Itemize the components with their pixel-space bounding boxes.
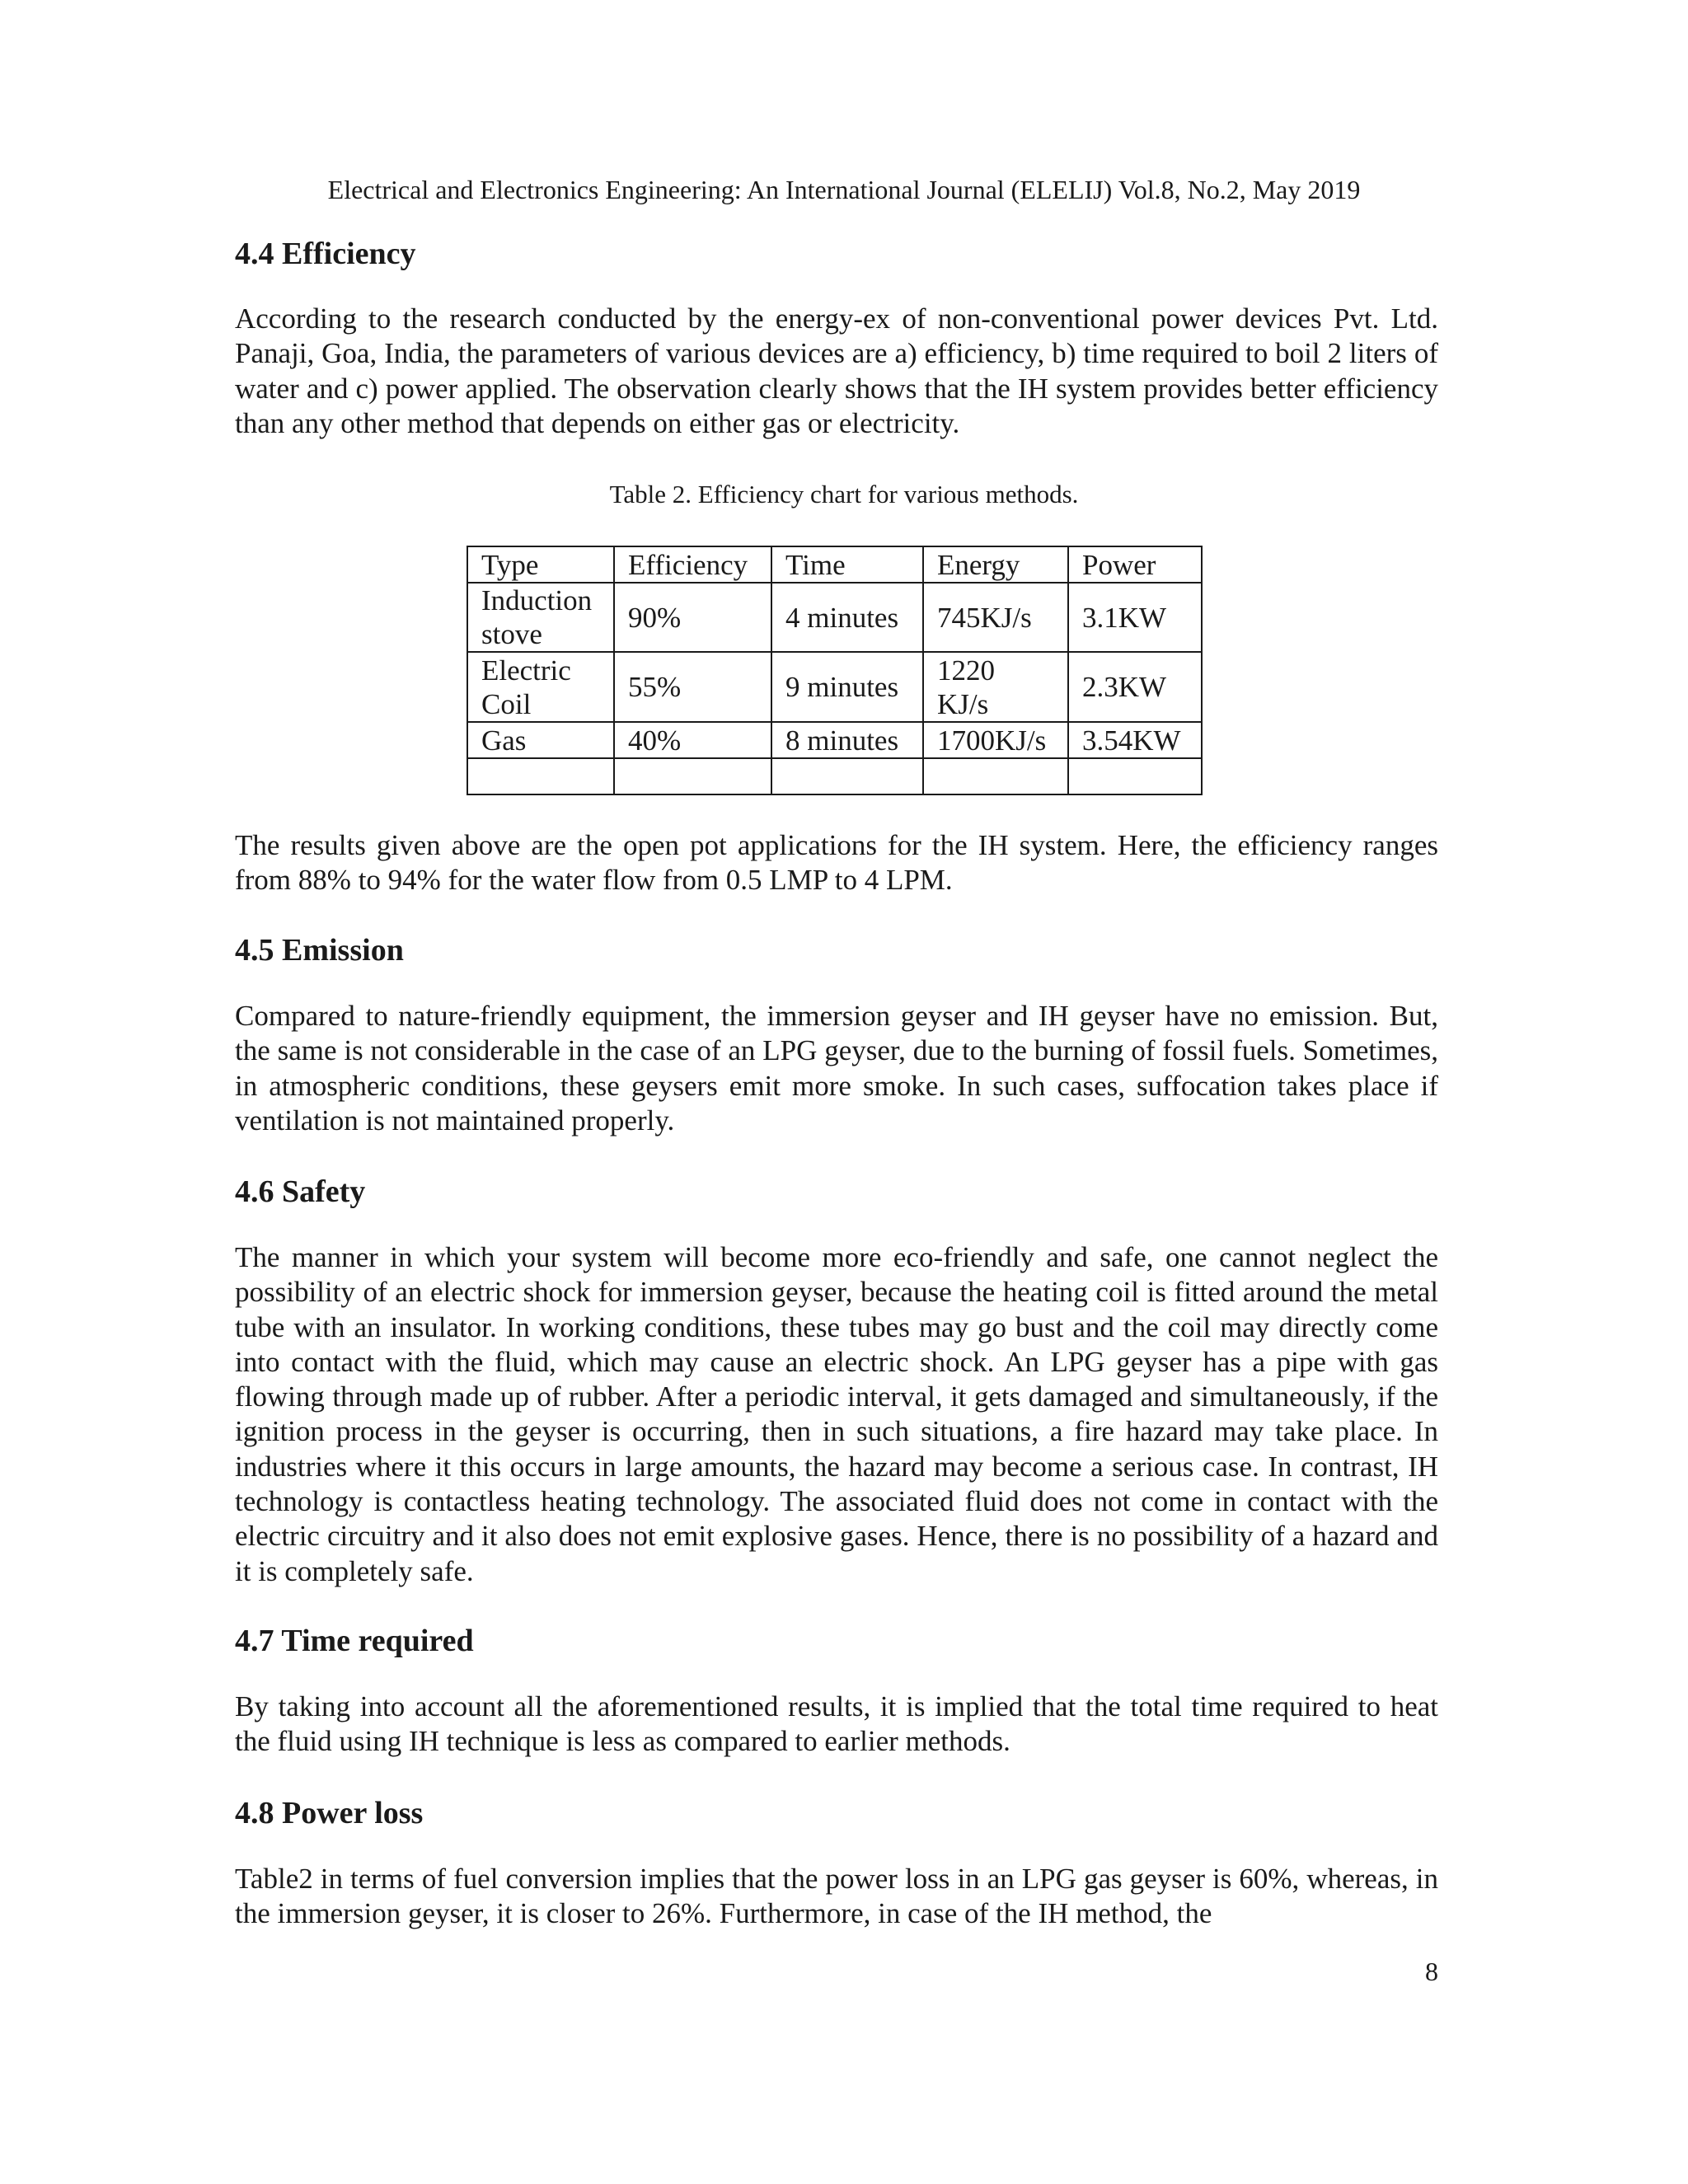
running-head: Electrical and Electronics Engineering: An International Journal (ELELIJ) Vol.8, No.2, May 2019: [327, 175, 1361, 204]
cell-time: 9 minutes: [771, 652, 923, 722]
cell-type-line: Coil: [481, 687, 532, 720]
empty-cell: [923, 758, 1068, 794]
cell-power: 2.3KW: [1068, 652, 1202, 722]
empty-cell: [1068, 758, 1202, 794]
header-type: Type: [467, 546, 614, 583]
section-heading-4-5: 4.5 Emission: [235, 933, 404, 968]
header-power: Power: [1068, 546, 1202, 583]
cell-type: Gas: [467, 722, 614, 758]
table-caption: Table 2. Efficiency chart for various methods.: [609, 480, 1079, 509]
cell-efficiency: 40%: [614, 722, 771, 758]
cell-energy-line: 1220: [937, 654, 995, 687]
section-heading-4-4: 4.4 Efficiency: [235, 237, 416, 271]
cell-power: 3.54KW: [1068, 722, 1202, 758]
header-time: Time: [771, 546, 923, 583]
section-heading-4-8: 4.8 Power loss: [235, 1796, 424, 1830]
empty-cell: [771, 758, 923, 794]
cell-type-line: Induction: [481, 584, 593, 616]
cell-type: [467, 583, 614, 652]
cell-energy: [923, 652, 1068, 722]
table-row: [467, 652, 1202, 722]
section-heading-4-6: 4.6 Safety: [235, 1174, 366, 1209]
empty-cell: [467, 758, 614, 794]
paragraph-efficiency-intro: According to the research conducted by the energy-ex of non-conventional power devices Pvt. Ltd. Panaji, Goa, India, the parameters of various devices are a) efficiency, b) time required to boil 2 liters of water and c) power applied. The observation clearly shows that the IH system provides better efficiency than any other method that depends on either gas or electricity.: [235, 302, 1438, 439]
paragraph-power-loss: Table2 in terms of fuel conversion implies that the power loss in an LPG gas geyser is 60%, whereas, in the immersion geyser, it is closer to 26%. Furthermore, in case of the IH method, the: [235, 1863, 1438, 1930]
efficiency-table: [467, 546, 1203, 795]
cell-time: 4 minutes: [771, 583, 923, 652]
table-row: [467, 583, 1202, 652]
cell-power: 3.1KW: [1068, 583, 1202, 652]
table-header-row: [467, 546, 1202, 583]
cell-energy: 745KJ/s: [923, 583, 1068, 652]
header-efficiency: Efficiency: [614, 546, 771, 583]
cell-efficiency: 55%: [614, 652, 771, 722]
cell-type: [467, 652, 614, 722]
paragraph-time-required: By taking into account all the aforementioned results, it is implied that the total time required to heat the fluid using IH technique is less as compared to earlier methods.: [235, 1690, 1438, 1758]
table-empty-row: [467, 758, 1202, 794]
paragraph-results: The results given above are the open pot applications for the IH system. Here, the efficiency ranges from 88% to 94% for the water flow from 0.5 LMP to 4 LPM.: [235, 829, 1438, 897]
cell-efficiency: 90%: [614, 583, 771, 652]
page-number: 8: [1425, 1957, 1438, 1986]
cell-energy: 1700KJ/s: [923, 722, 1068, 758]
empty-cell: [614, 758, 771, 794]
cell-time: 8 minutes: [771, 722, 923, 758]
table-row: [467, 722, 1202, 758]
cell-energy-line: KJ/s: [937, 687, 989, 720]
section-heading-4-7: 4.7 Time required: [235, 1624, 474, 1658]
paragraph-safety: The manner in which your system will become more eco-friendly and safe, one cannot neglect the possibility of an electric shock for immersion geyser, because the heating coil is fitted around the metal tube with an insulator. In working conditions, these tubes may go bust and the coil may directly come into contact with the fluid, which may cause an electric shock. An LPG geyser has a pipe with gas flowing through made up of rubber. After a periodic interval, it gets damaged and simultaneously, if the ignition process in the geyser is occurring, then in such situations, a fire hazard may take place. In industries where it this occurs in large amounts, the hazard may become a serious case. In contrast, IH technology is contactless heating technology. The associated fluid does not come in contact with the electric circuitry and it also does not emit explosive gases. Hence, there is no possibility of a hazard and it is completely safe.: [235, 1241, 1438, 1587]
paragraph-emission: Compared to nature-friendly equipment, the immersion geyser and IH geyser have no emission. But, the same is not considerable in the case of an LPG geyser, due to the burning of fossil fuels. Sometimes, in atmospheric conditions, these geysers emit more smoke. In such cases, suffocation takes place if ventilation is not maintained properly.: [235, 1000, 1438, 1137]
cell-type-line: Electric: [481, 654, 571, 687]
cell-type-line: stove: [481, 618, 542, 650]
header-energy: Energy: [923, 546, 1068, 583]
